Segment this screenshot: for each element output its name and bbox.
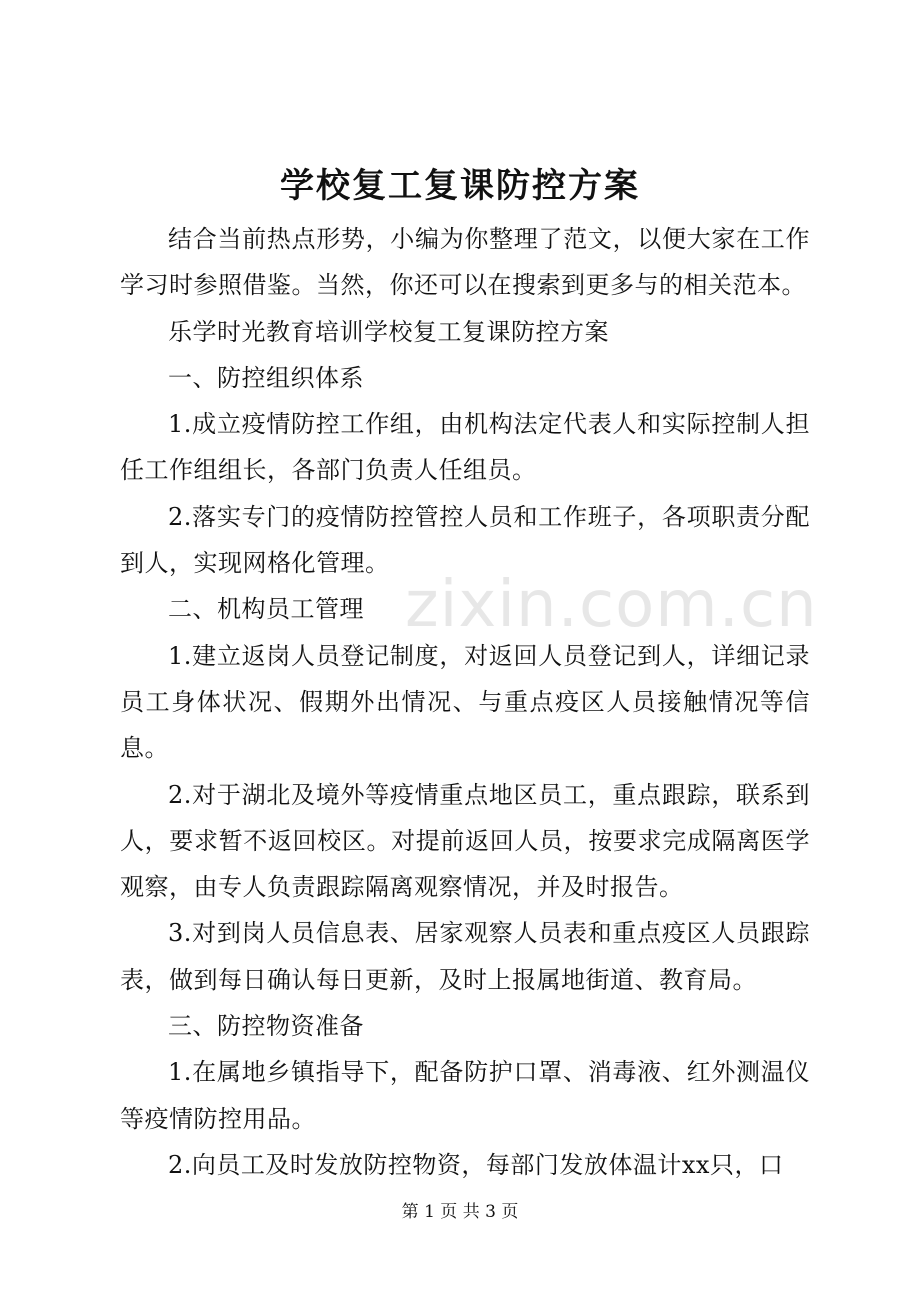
- paragraph-1-1: 1.成立疫情防控工作组，由机构法定代表人和实际控制人担任工作组组长，各部门负责人任组员。: [120, 410, 810, 485]
- paragraph-2-2: 2.对于湖北及境外等疫情重点地区员工，重点跟踪，联系到人，要求暂不返回校区。对提前返回人员，按要求完成隔离医学观察，由专人负责跟踪隔离观察情况，并及时报告。: [120, 780, 810, 902]
- paragraph-2-3: 3.对到岗人员信息表、居家观察人员表和重点疫区人员跟踪表，做到每日确认每日更新，及时上报属地街道、教育局。: [120, 919, 810, 994]
- document-title: 学校复工复课防控方案: [280, 166, 640, 206]
- intro-paragraph: 结合当前热点形势，小编为你整理了范文，以便大家在工作学习时参照借鉴。当然，你还可以在搜索到更多与的相关范本。: [120, 225, 810, 300]
- paragraph-3-1: 1.在属地乡镇指导下，配备防护口罩、消毒液、红外测温仪等疫情防控用品。: [120, 1058, 810, 1133]
- section-heading-1: 一、防控组织体系: [168, 363, 364, 392]
- watermark: zixin.com.cn: [405, 568, 818, 642]
- paragraph-2-1: 1.建立返岗人员登记制度，对返回人员登记到人，详细记录员工身体状况、假期外出情况、与重点疫区人员接触情况等信息。: [120, 641, 810, 763]
- subtitle-paragraph: 乐学时光教育培训学校复工复课防控方案: [168, 317, 609, 346]
- page-footer: 第 1 页 共 3 页: [401, 1202, 519, 1222]
- section-heading-3: 三、防控物资准备: [168, 1012, 364, 1041]
- document-body: [120, 216, 810, 1188]
- section-heading-2: 二、机构员工管理: [168, 595, 364, 624]
- paragraph-1-2: 2.落实专门的疫情防控管控人员和工作班子，各项职责分配到人，实现网格化管理。: [120, 502, 810, 578]
- paragraph-3-2: 2.向员工及时发放防控物资，每部门发放体温计xx只，口: [168, 1150, 784, 1179]
